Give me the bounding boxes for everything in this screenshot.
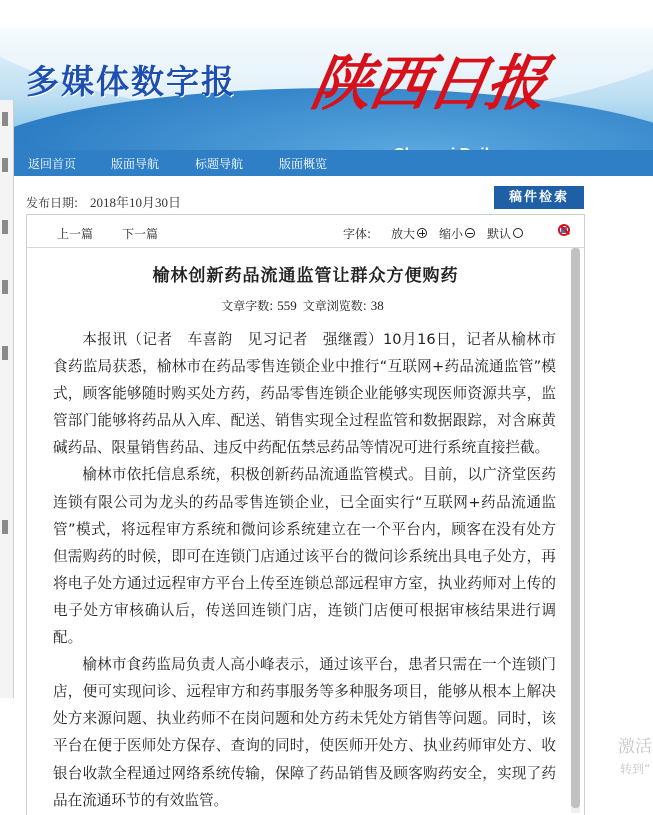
left-frame-marker xyxy=(2,520,8,534)
word-count-label: 文章字数: xyxy=(221,299,274,313)
article-search-button[interactable]: 稿件检索 xyxy=(494,186,584,209)
article-stats xyxy=(27,297,584,314)
publish-date-label: 发布日期: xyxy=(26,196,79,210)
left-frame-scrollbar[interactable] xyxy=(0,100,14,698)
left-frame-marker xyxy=(2,112,8,126)
nav-page-overview-link[interactable]: 版面概览 xyxy=(279,157,328,171)
prev-article-link[interactable]: 上一篇 xyxy=(57,227,94,241)
publish-date-row xyxy=(26,192,181,211)
left-frame-marker xyxy=(2,158,8,172)
left-frame-marker xyxy=(2,346,8,360)
article-scrollbar-thumb[interactable] xyxy=(571,248,580,808)
publish-date-value: 2018年10月30日 xyxy=(90,195,182,210)
site-title: 多媒体数字报 xyxy=(26,62,236,101)
article-body xyxy=(53,326,556,814)
print-icon[interactable] xyxy=(558,224,570,236)
font-default-label: 默认 xyxy=(487,227,512,241)
article-toolbar xyxy=(27,215,584,248)
circle-icon xyxy=(513,228,523,238)
nav-home-link[interactable]: 返回首页 xyxy=(28,157,77,171)
article-panel xyxy=(26,214,585,815)
left-frame-marker xyxy=(2,280,8,294)
plus-circle-icon xyxy=(417,228,427,238)
activation-watermark: 激活 xyxy=(618,737,652,757)
word-count-value: 559 xyxy=(277,298,297,313)
next-article-link[interactable]: 下一篇 xyxy=(122,227,159,241)
newspaper-logo[interactable]: 陕西日报 xyxy=(305,49,551,119)
font-shrink-button[interactable] xyxy=(439,225,475,242)
article-title: 榆林创新药品流通监管让群众方便购药 xyxy=(152,266,459,286)
views-value: 38 xyxy=(370,298,384,313)
font-shrink-label: 缩小 xyxy=(439,227,464,241)
nav-title-navigation-link[interactable]: 标题导航 xyxy=(195,157,244,171)
nav-page-navigation-link[interactable]: 版面导航 xyxy=(111,157,160,171)
font-size-label: 字体: xyxy=(343,227,372,241)
activation-watermark-subtext: 转到“ xyxy=(620,762,651,776)
font-enlarge-label: 放大 xyxy=(391,227,416,241)
minus-circle-icon xyxy=(465,228,475,238)
font-enlarge-button[interactable] xyxy=(391,225,427,242)
left-frame-marker xyxy=(2,220,8,234)
article-paragraph: 榆林市依托信息系统，积极创新药品流通监管模式。目前，以广济堂医药连锁有限公司为龙头的药品零售连锁企业，已全面实行“互联网+药品流通监管”模式，将远程审方系统和微问诊系统建立在一个平台内，顾客在没有处方但需购药的时候，即可在连锁门店通过该平台的微问诊系统出具电子处方，再将电子处方通过远程审方平台上传至连锁总部远程审方室，执业药师对上传的电子处方审核确认后，传送回连锁门店，连锁门店便可根据审核结果进行调配。 xyxy=(53,466,556,647)
article-paragraph: 榆林市食药监局负责人高小峰表示，通过该平台，患者只需在一个连锁门店，便可实现问诊、远程审方和药事服务等多种服务项目，能够从根本上解决处方来源问题、执业药师不在岗问题和处方药未凭处方销售等问题。同时，该平台在便于医师处方保存、查询的同时，使医师开处方、执业药师审处方、收银台收款全程通过网络系统传输，保障了药品销售及顾客购药安全，实现了药品在流通环节的有效监管。 xyxy=(53,656,556,809)
font-default-button[interactable] xyxy=(487,225,523,242)
views-label: 文章浏览数: xyxy=(302,299,367,313)
article-paragraph: 本报讯（记者 车喜韵 见习记者 强继霞）10月16日，记者从榆林市食药监局获悉，榆林市在药品零售连锁企业中推行“互联网+药品流通监管”模式，顾客能够随时购买处方药，药品零售连锁企业能够实现医师资源共享，监管部门能够将药品从入库、配送、销售实现全过程监管和数据跟踪，对含麻黄碱药品、限量销售药品、违反中药配伍禁忌药品等情况可进行系统直接拦截。 xyxy=(53,331,556,457)
